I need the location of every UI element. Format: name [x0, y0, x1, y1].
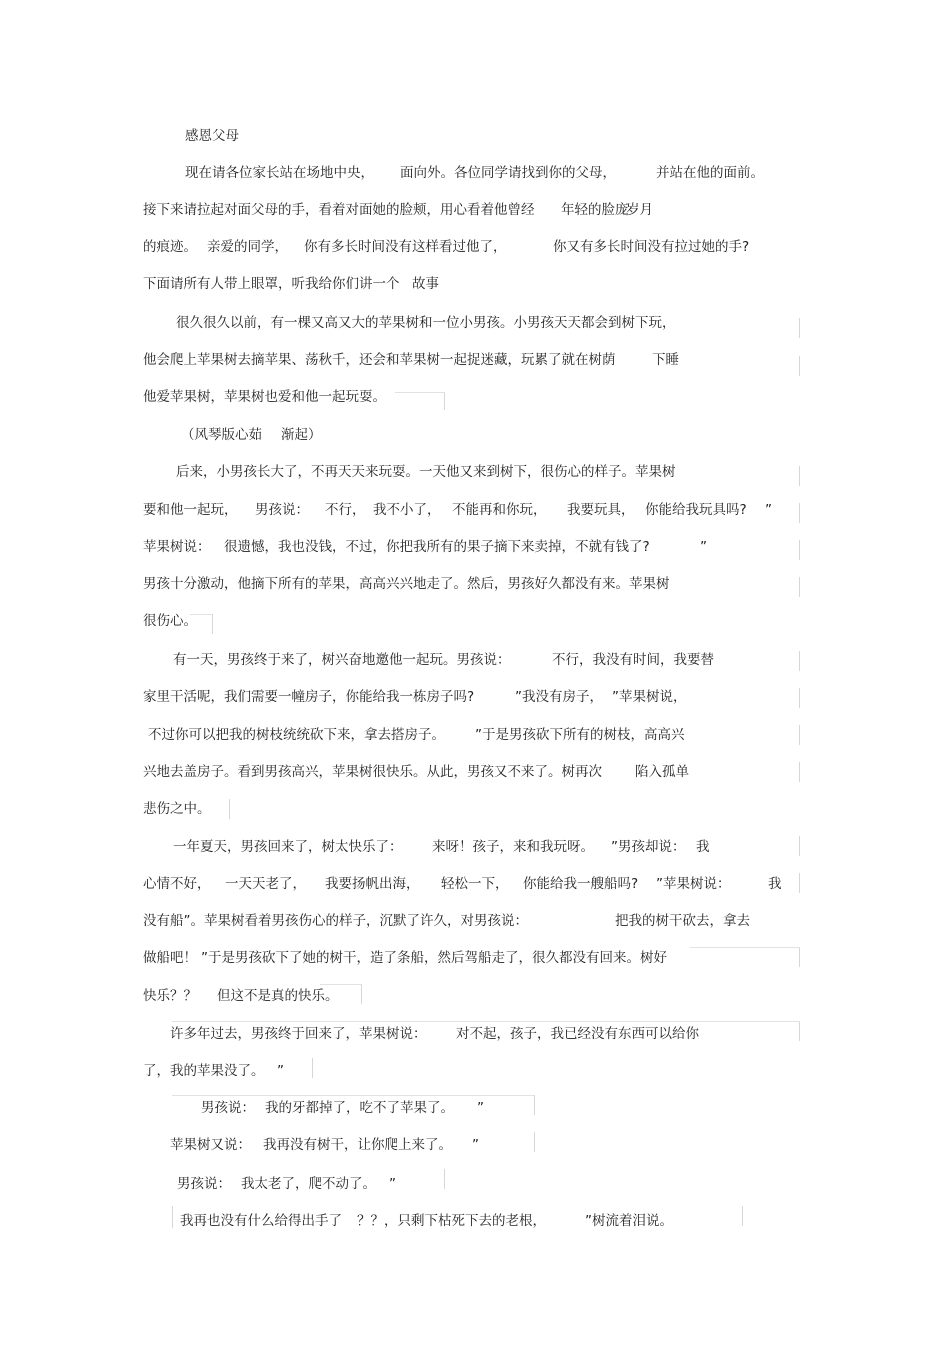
text-fragment: 下面请所有人带上眼罩，听我给你们讲一个 — [143, 276, 400, 292]
text-fragment: 家里干活呢，我们需要一幢房子，你能给我一栋房子吗? — [143, 689, 475, 705]
text-fragment: 悲伤之中。 — [143, 801, 211, 817]
text-fragment: 不行，我没有时间，我要替 — [552, 652, 714, 668]
guide-line — [799, 688, 800, 708]
text-fragment: （风琴版心茹 — [181, 427, 262, 443]
text-fragment: 不行， — [325, 502, 366, 518]
text-fragment: ” — [700, 539, 707, 555]
text-fragment: ”树流着泪说。 — [585, 1213, 673, 1229]
text-fragment: 我要玩具， — [567, 502, 635, 518]
text-fragment: 把我的树干砍去，拿去 — [615, 913, 750, 929]
text-fragment: 我的牙都掉了，吃不了苹果了。 — [265, 1100, 454, 1116]
guide-line — [799, 318, 800, 338]
text-fragment: ” — [477, 1100, 484, 1116]
text-fragment: 但这不是真的快乐。 — [217, 988, 339, 1004]
text-fragment: 苹果树说： — [143, 539, 211, 555]
text-fragment: 没有船”。苹果树看着男孩伤心的样子，沉默了许久，对男孩说： — [143, 913, 528, 929]
text-fragment: ？？，只剩下枯死下去的老根， — [357, 1213, 546, 1229]
text-fragment: 渐起） — [281, 427, 322, 443]
text-fragment: 我再没有树干，让你爬上来了。 — [263, 1137, 452, 1153]
text-fragment: 我 — [696, 839, 710, 855]
text-fragment: 很遗憾，我也没钱，不过，你把我所有的果子摘下来卖掉，不就有钱了? — [224, 539, 650, 555]
guide-line — [172, 1206, 173, 1228]
text-fragment: ” — [472, 1137, 479, 1153]
guide-line — [395, 392, 445, 393]
guide-line — [799, 651, 800, 671]
text-fragment: ”苹果树说， — [612, 689, 687, 705]
text-fragment: 我要扬帆出海， — [325, 876, 420, 892]
text-fragment: 你能给我玩具吗? — [645, 502, 747, 518]
text-fragment: ”苹果树说： — [656, 876, 731, 892]
text-fragment: ”于是男孩砍下了她的树干，造了条船，然后驾船走了，很久都没有回来。树好 — [201, 950, 667, 966]
text-fragment: 男孩说： — [201, 1100, 255, 1116]
text-fragment: 男孩说： — [255, 502, 309, 518]
text-fragment: 轻松一下， — [441, 876, 509, 892]
text-fragment: 男孩十分激动，他摘下所有的苹果，高高兴兴地走了。然后，男孩好久都没有来。苹果树 — [143, 576, 670, 592]
text-fragment: 我不小了， — [373, 502, 441, 518]
guide-line — [799, 466, 800, 486]
guide-line — [799, 762, 800, 782]
text-fragment: 有一天，男孩终于来了，树兴奋地邀他一起玩。男孩说： — [173, 652, 511, 668]
page-title: 感恩父母 — [185, 128, 239, 144]
text-fragment: ” — [765, 502, 772, 518]
text-fragment: 他会爬上苹果树去摘苹果、荡秋千，还会和苹果树一起捉迷藏，玩累了就在树荫 — [143, 352, 616, 368]
text-fragment: 下睡 — [652, 352, 679, 368]
text-fragment: 要和他一起玩， — [143, 502, 238, 518]
text-fragment: 故事 — [412, 276, 439, 292]
text-fragment: 你又有多长时间没有拉过她的手? — [553, 239, 750, 255]
guide-line — [444, 1169, 445, 1189]
guide-line — [312, 1058, 313, 1078]
guide-line — [172, 1021, 800, 1022]
text-fragment: 来呀！孩子，来和我玩呀。 — [432, 839, 594, 855]
text-fragment: ”男孩却说： — [611, 839, 686, 855]
text-fragment: 男孩说： — [177, 1176, 231, 1192]
text-fragment: 兴地去盖房子。看到男孩高兴，苹果树很快乐。从此，男孩又不来了。树再次 — [143, 764, 602, 780]
text-fragment: 一年夏天，男孩回来了，树太快乐了： — [173, 839, 403, 855]
guide-line — [212, 614, 213, 634]
text-fragment: 后来，小男孩长大了，不再天天来玩耍。一天他又来到树下，很伤心的样子。苹果树 — [176, 464, 676, 480]
text-fragment: 一天天老了， — [225, 876, 306, 892]
text-fragment: 面向外。各位同学请找到你的父母， — [400, 165, 616, 181]
text-fragment: 许多年过去，男孩终于回来了，苹果树说： — [170, 1026, 427, 1042]
text-fragment: 不过你可以把我的树枝统统砍下来，拿去搭房子。 — [148, 727, 445, 743]
text-fragment: ” — [277, 1063, 284, 1079]
guide-line — [172, 1095, 534, 1096]
guide-line — [799, 540, 800, 560]
guide-line — [799, 1021, 800, 1041]
text-fragment: 苹果树又说： — [170, 1137, 251, 1153]
guide-line — [444, 392, 445, 410]
guide-line — [320, 984, 362, 985]
text-fragment: 了，我的苹果没了。 — [143, 1063, 265, 1079]
text-fragment: 做船吧！ — [143, 950, 197, 966]
text-fragment: 并站在他的面前。 — [656, 165, 764, 181]
text-fragment: 亲爱的同学， — [207, 239, 288, 255]
text-fragment: 陷入孤单 — [635, 764, 689, 780]
text-fragment: 你有多长时间没有这样看过他了， — [304, 239, 507, 255]
guide-line — [799, 836, 800, 856]
guide-line — [799, 577, 800, 597]
text-fragment: 很伤心。 — [143, 613, 197, 629]
guide-line — [690, 947, 800, 948]
text-fragment: 年轻的脸庞 — [561, 202, 629, 218]
guide-line — [799, 356, 800, 376]
text-fragment: 快乐？？ — [143, 988, 197, 1004]
guide-line — [229, 799, 230, 819]
text-fragment: ”于是男孩砍下所有的树枝，高高兴 — [475, 727, 685, 743]
guide-line — [799, 947, 800, 967]
text-fragment: 你能给我一艘船吗? — [523, 876, 639, 892]
text-fragment: 对不起，孩子，我已经没有东西可以给你 — [456, 1026, 699, 1042]
text-fragment: 我再也没有什么给得出手了 — [180, 1213, 342, 1229]
guide-line — [799, 873, 800, 893]
guide-line — [799, 503, 800, 523]
text-fragment: 我 — [768, 876, 782, 892]
text-fragment: 心情不好， — [143, 876, 211, 892]
text-fragment: 不能再和你玩， — [452, 502, 547, 518]
guide-line — [799, 725, 800, 745]
guide-line — [534, 1132, 535, 1152]
guide-line — [361, 984, 362, 1004]
text-fragment: 很久很久以前，有一棵又高又大的苹果树和一位小男孩。小男孩天天都会到树下玩， — [176, 315, 676, 331]
text-fragment: 他爱苹果树，苹果树也爱和他一起玩耍。 — [143, 389, 386, 405]
text-fragment: ”我没有房子， — [515, 689, 603, 705]
text-fragment: 现在请各位家长站在场地中央， — [185, 165, 374, 181]
text-fragment: ” — [389, 1176, 396, 1192]
text-fragment: 岁月 — [626, 202, 653, 218]
text-fragment: 接下来请拉起对面父母的手，看着对面她的脸颊，用心看着他曾经 — [143, 202, 535, 218]
guide-line — [534, 1095, 535, 1115]
guide-line — [742, 1206, 743, 1226]
text-fragment: 我太老了，爬不动了。 — [241, 1176, 376, 1192]
text-fragment: 的痕迹。 — [143, 239, 197, 255]
